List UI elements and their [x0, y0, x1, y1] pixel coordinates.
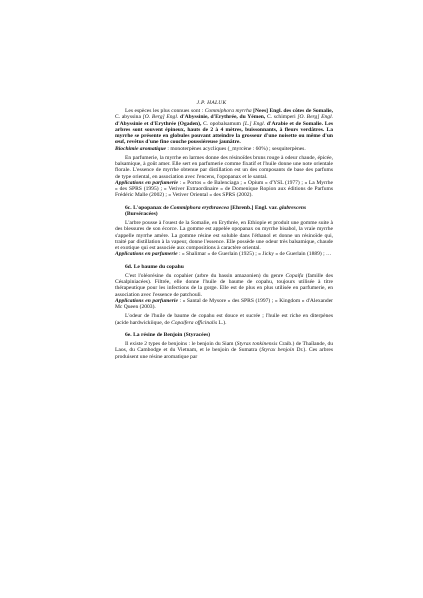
paragraph-copahu-odeur: L'odeur de l'huile de baume de copahu est douce et sucrée ; l'huile est riche en diterpènes (acide hardwickiique, de Copaifera officinalis L.).	[115, 313, 333, 326]
paragraph-copahu: C'est l'oléorésine du copahier (arbre du bassin amazonien) du genre Copaifa (famille des Césalpiniacées). Filtrée, elle donne l'huile de baume de copahu, toujours utilisée à titre thérapeutique pour les infections de la gorge. Elle est de plus en plus utilisée en parfumerie, en association avec l'essence de patchouli.	[115, 272, 333, 298]
paragraph-commiphora-species: Les espèces les plus connues sont : Commiphora myrrha [Nees] Engl. des côtes de Somalie, C. abyssina [O. Berg] Engl. d'Abyssinie, d'Erythrée, du Yémen, C. schimperi [O. Berg] Engl. d'Abyssinie et d'Erythrée (Ogaden), C. opobalsamum [L.] Engl. d'Arabie et de Somalie. Les arbres sont souvent épineux, hauts de 2 à 4 mètres, buissonnants, à fleurs verdâtres. La myrrhe se présente en globules pouvant atteindre la grosseur d'une noisette ou même d'un œuf, revêtus d'une fine couche poussiéreuse jaunâtre.	[115, 108, 334, 146]
running-header: J.P. HALUK	[196, 100, 227, 106]
paragraph-myrrhe-parfumerie: En parfumerie, la myrrhe en larmes donne des résinoïdes bruns rouge à odeur chaude, épicée, balsamique, à goût amer. Elle sert en parfumerie comme fixatif et l'huile donne une note orientale florale. L'essence de myrrhe obtenue par distillation est un des composants de base des parfums de type oriental, en association avec l'encens, l'opopanax et le santal.	[115, 154, 333, 180]
biochimie-aromatique: Biochimie aromatique : monoterpènes acycliques (_myrcène : 60%) ; sesquiterpènes.	[115, 145, 306, 152]
applications-parfumerie-1: Applications en parfumerie : « Portos » de Balenciaga ; « Opium » d'YSL (1977) ; « La Myrrhe » des SPRS (1995) ; « Vetiver Extraordinaire » de Domenique Ropion aux éditions de Parfums Frédéric Malle (2002) ; « Vetiver Oriental » des SPRS (2002).	[115, 179, 334, 199]
section-heading-6d: 6d. Le baume du copahu	[125, 263, 184, 270]
paragraph-benjoin: Il existe 2 types de benjoins : le benjoin du Siam (Styrax tonkinensis Craib.) de Thaïlande, du Laos, du Cambodge et du Vietnam, et le benjoin de Sumatra (Styrax benjoin Dr.). Ces arbres produisent une résine aromatique par	[115, 341, 334, 360]
applications-parfumerie-2: Applications en parfumerie : « Shalimar » de Guerlain (1925) ; « Jicky » de Guerlain (1889) ; …	[115, 251, 332, 258]
section-heading-6e: 6e. La résine de Benjoin (Styracées)	[125, 331, 211, 338]
page-body	[115, 108, 333, 360]
paragraph-opopanax: L'arbre pousse à l'ouest de la Somalie, en Erythrée, en Ethiopie et produit une gomme suite à des blessures de son écorce. La gomme est appelée opopanax ou myrrhe bisabol, la vraie myrrhe s'appelle myrrhe amère. La gomme résine est soluble dans l'éthanol et donne un résinoïde qui, traité par distillation à la vapeur, donne l'essence. Elle possède une odeur très balsamique, chaude et exotique qui est associée aux compositions à caractère oriental.	[115, 220, 333, 251]
section-heading-6c: 6c. L'opopanax de Commiphora erythraecea [Ehrenb.] Engl. var. glabrescens (Burséracées)	[125, 204, 307, 217]
applications-parfumerie-3: Applications en parfumerie : « Santal de Mysore » des SPRS (1997) ; « Kingdom » d'Alexander Mc Queen (2003).	[115, 297, 333, 310]
